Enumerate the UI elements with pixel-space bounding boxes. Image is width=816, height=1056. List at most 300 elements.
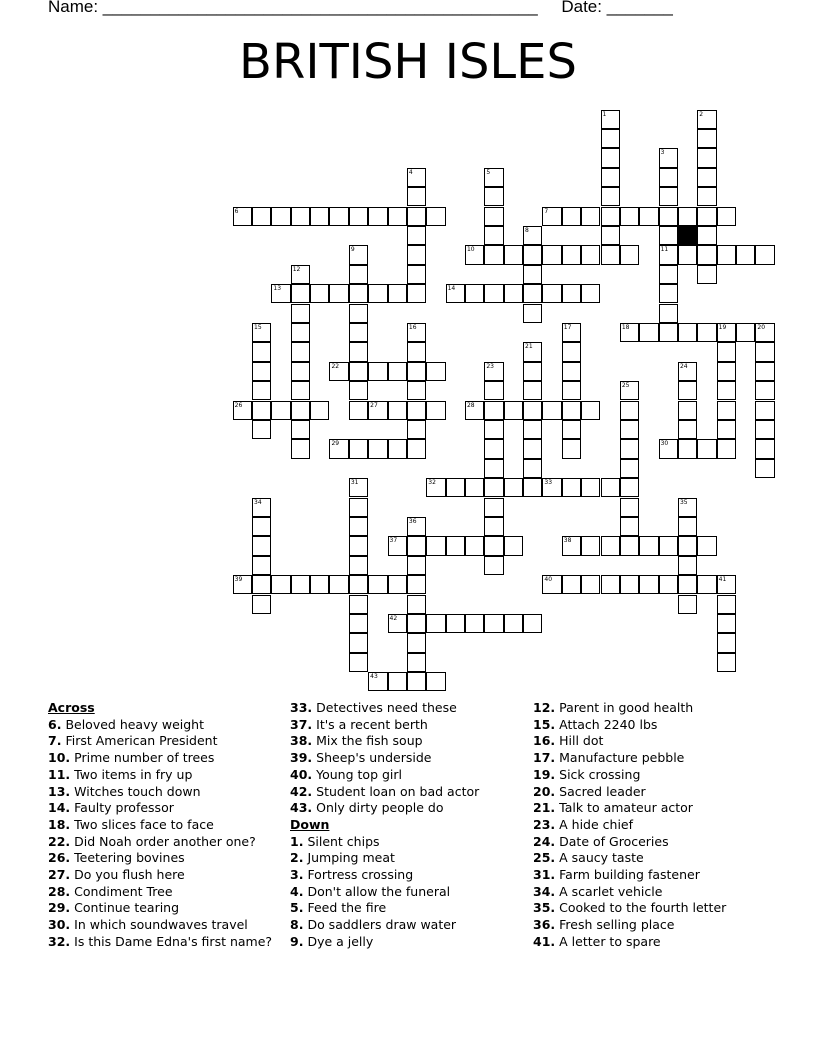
grid-cell[interactable] (601, 575, 620, 594)
grid-cell[interactable] (717, 362, 736, 381)
grid-cell[interactable] (407, 187, 426, 206)
grid-cell[interactable] (484, 381, 503, 400)
grid-cell[interactable] (504, 478, 523, 497)
name-field-label[interactable]: Name: ______________________________________________ (48, 0, 538, 16)
grid-cell[interactable] (484, 614, 503, 633)
grid-cell[interactable] (659, 207, 678, 226)
grid-cell[interactable] (581, 284, 600, 303)
grid-cell[interactable] (388, 672, 407, 691)
grid-cell[interactable] (717, 633, 736, 652)
grid-cell[interactable] (484, 401, 503, 420)
grid-cell[interactable] (562, 284, 581, 303)
grid-cell[interactable] (697, 575, 716, 594)
grid-cell[interactable] (252, 420, 271, 439)
clue-number: 26. (48, 850, 71, 866)
grid-cell[interactable] (465, 536, 484, 555)
grid-cell[interactable] (601, 129, 620, 148)
grid-cell[interactable] (620, 575, 639, 594)
grid-cell[interactable] (484, 168, 503, 187)
grid-cell[interactable] (426, 362, 445, 381)
grid-cell[interactable] (581, 245, 600, 264)
grid-cell[interactable] (562, 342, 581, 361)
grid-cell[interactable] (349, 342, 368, 361)
grid-cell[interactable] (465, 284, 484, 303)
grid-cell[interactable] (659, 439, 678, 458)
cell-number: 31 (350, 479, 359, 487)
grid-cell[interactable] (523, 284, 542, 303)
grid-cell[interactable] (407, 420, 426, 439)
grid-cell[interactable] (252, 517, 271, 536)
grid-cell[interactable] (620, 381, 639, 400)
grid-cell[interactable] (620, 245, 639, 264)
grid-cell[interactable] (717, 381, 736, 400)
grid-cell[interactable] (717, 245, 736, 264)
grid-cell[interactable] (659, 536, 678, 555)
grid-cell[interactable] (368, 575, 387, 594)
grid-cell[interactable] (465, 478, 484, 497)
grid-cell[interactable] (233, 401, 252, 420)
grid-cell[interactable] (291, 420, 310, 439)
grid-cell[interactable] (659, 226, 678, 245)
grid-cell[interactable] (465, 614, 484, 633)
grid-cell[interactable] (388, 401, 407, 420)
grid-cell[interactable] (523, 381, 542, 400)
clue-text: Is this Dame Edna's first name? (74, 933, 273, 949)
grid-cell[interactable] (252, 323, 271, 342)
grid-cell[interactable] (523, 401, 542, 420)
grid-cell[interactable] (620, 439, 639, 458)
grid-cell[interactable] (349, 536, 368, 555)
grid-cell[interactable] (349, 556, 368, 575)
grid-cell[interactable] (407, 265, 426, 284)
grid-cell[interactable] (697, 439, 716, 458)
grid-cell[interactable] (717, 439, 736, 458)
grid-cell[interactable] (581, 575, 600, 594)
grid-cell[interactable] (697, 245, 716, 264)
grid-cell[interactable] (562, 536, 581, 555)
grid-cell[interactable] (523, 245, 542, 264)
grid-cell[interactable] (407, 381, 426, 400)
grid-cell[interactable] (349, 401, 368, 420)
grid-cell[interactable] (755, 439, 774, 458)
grid-cell[interactable] (601, 245, 620, 264)
clue-text: Manufacture pebble (559, 750, 685, 766)
grid-cell[interactable] (581, 401, 600, 420)
grid-cell[interactable] (542, 245, 561, 264)
grid-cell[interactable] (368, 284, 387, 303)
grid-cell[interactable] (407, 168, 426, 187)
grid-cell[interactable] (426, 401, 445, 420)
grid-cell[interactable] (484, 245, 503, 264)
grid-cell[interactable] (659, 304, 678, 323)
grid-cell[interactable] (581, 207, 600, 226)
grid-cell[interactable] (484, 284, 503, 303)
grid-cell[interactable] (484, 362, 503, 381)
grid-cell[interactable] (755, 381, 774, 400)
grid-cell[interactable] (349, 304, 368, 323)
grid-cell[interactable] (291, 265, 310, 284)
grid-cell[interactable] (504, 614, 523, 633)
grid-cell[interactable] (329, 575, 348, 594)
grid-cell[interactable] (252, 595, 271, 614)
grid-cell[interactable] (562, 439, 581, 458)
grid-cell[interactable] (407, 323, 426, 342)
grid-cell[interactable] (446, 614, 465, 633)
grid-cell[interactable] (542, 575, 561, 594)
grid-cell[interactable] (601, 168, 620, 187)
grid-cell[interactable] (659, 245, 678, 264)
grid-cell[interactable] (446, 478, 465, 497)
grid-cell[interactable] (271, 401, 290, 420)
grid-cell[interactable] (349, 207, 368, 226)
grid-cell[interactable] (446, 536, 465, 555)
grid-cell[interactable] (426, 614, 445, 633)
grid-cell[interactable] (620, 459, 639, 478)
grid-cell[interactable] (620, 420, 639, 439)
grid-cell[interactable] (755, 362, 774, 381)
grid-cell[interactable] (523, 226, 542, 245)
grid-cell[interactable] (504, 401, 523, 420)
grid-cell[interactable] (697, 187, 716, 206)
grid-cell[interactable] (407, 517, 426, 536)
grid-cell[interactable] (678, 245, 697, 264)
grid-cell[interactable] (465, 401, 484, 420)
grid-cell[interactable] (426, 478, 445, 497)
grid-cell[interactable] (620, 498, 639, 517)
grid-cell[interactable] (329, 362, 348, 381)
grid-cell[interactable] (329, 439, 348, 458)
grid-cell[interactable] (523, 459, 542, 478)
grid-cell[interactable] (678, 381, 697, 400)
grid-cell[interactable] (407, 614, 426, 633)
grid-cell[interactable] (368, 207, 387, 226)
grid-cell[interactable] (407, 633, 426, 652)
grid-cell[interactable] (252, 536, 271, 555)
clue-item (533, 917, 726, 934)
grid-cell[interactable] (252, 207, 271, 226)
grid-cell[interactable] (329, 207, 348, 226)
cell-number: 24 (679, 362, 688, 370)
grid-cell[interactable] (601, 536, 620, 555)
grid-cell[interactable] (252, 401, 271, 420)
grid-cell[interactable] (388, 284, 407, 303)
grid-cell[interactable] (755, 342, 774, 361)
grid-cell[interactable] (523, 439, 542, 458)
grid-cell[interactable] (562, 401, 581, 420)
grid-cell[interactable] (484, 459, 503, 478)
grid-cell[interactable] (388, 536, 407, 555)
grid-cell[interactable] (562, 478, 581, 497)
clue-item (48, 900, 272, 917)
grid-cell[interactable] (601, 148, 620, 167)
grid-cell[interactable] (291, 284, 310, 303)
grid-cell[interactable] (484, 187, 503, 206)
grid-cell[interactable] (581, 478, 600, 497)
grid-cell[interactable] (717, 614, 736, 633)
grid-cell[interactable] (562, 362, 581, 381)
clue-text: A scarlet vehicle (559, 883, 663, 899)
grid-cell[interactable] (620, 323, 639, 342)
grid-cell[interactable] (601, 226, 620, 245)
grid-cell[interactable] (755, 459, 774, 478)
clue-text: Silent chips (307, 833, 380, 849)
grid-cell[interactable] (601, 110, 620, 129)
grid-cell[interactable] (542, 284, 561, 303)
grid-cell[interactable] (407, 439, 426, 458)
grid-cell[interactable] (465, 245, 484, 264)
clue-item (48, 884, 272, 901)
grid-cell[interactable] (349, 381, 368, 400)
clue-text: Sheep's underside (316, 750, 432, 766)
grid-cell[interactable] (542, 401, 561, 420)
grid-cell[interactable] (291, 401, 310, 420)
grid-cell[interactable] (697, 536, 716, 555)
grid-cell[interactable] (659, 265, 678, 284)
grid-cell[interactable] (291, 207, 310, 226)
grid-cell[interactable] (717, 653, 736, 672)
grid-cell[interactable] (697, 110, 716, 129)
grid-cell[interactable] (678, 536, 697, 555)
grid-cell[interactable] (484, 517, 503, 536)
grid-cell[interactable] (523, 614, 542, 633)
grid-cell[interactable] (407, 536, 426, 555)
grid-cell[interactable] (349, 362, 368, 381)
grid-cell[interactable] (639, 323, 658, 342)
grid-cell[interactable] (407, 556, 426, 575)
grid-cell[interactable] (620, 517, 639, 536)
grid-cell[interactable] (717, 595, 736, 614)
grid-cell[interactable] (601, 187, 620, 206)
grid-cell[interactable] (523, 362, 542, 381)
grid-cell[interactable] (407, 595, 426, 614)
grid-cell[interactable] (484, 207, 503, 226)
cell-number: 2 (699, 110, 704, 118)
grid-cell[interactable] (484, 478, 503, 497)
grid-cell[interactable] (291, 575, 310, 594)
grid-cell[interactable] (717, 420, 736, 439)
grid-cell[interactable] (426, 536, 445, 555)
grid-cell[interactable] (504, 284, 523, 303)
grid-cell[interactable] (678, 439, 697, 458)
grid-cell[interactable] (755, 420, 774, 439)
grid-cell[interactable] (639, 207, 658, 226)
grid-cell[interactable] (484, 226, 503, 245)
clue-text: It's a recent berth (316, 716, 428, 732)
grid-cell[interactable] (717, 401, 736, 420)
grid-cell[interactable] (523, 420, 542, 439)
grid-cell[interactable] (291, 304, 310, 323)
grid-cell[interactable] (736, 245, 755, 264)
grid-cell[interactable] (310, 284, 329, 303)
grid-cell[interactable] (252, 342, 271, 361)
grid-cell[interactable] (349, 595, 368, 614)
clue-item (48, 867, 272, 884)
grid-cell[interactable] (562, 245, 581, 264)
grid-cell[interactable] (407, 284, 426, 303)
grid-cell[interactable] (484, 498, 503, 517)
grid-cell[interactable] (388, 439, 407, 458)
grid-cell[interactable] (755, 323, 774, 342)
grid-cell[interactable] (368, 672, 387, 691)
grid-cell[interactable] (562, 323, 581, 342)
grid-cell[interactable] (349, 633, 368, 652)
grid-cell[interactable] (523, 265, 542, 284)
grid-cell[interactable] (639, 536, 658, 555)
grid-cell[interactable] (659, 187, 678, 206)
grid-cell[interactable] (484, 556, 503, 575)
grid-cell[interactable] (329, 284, 348, 303)
grid-cell[interactable] (659, 284, 678, 303)
grid-cell[interactable] (678, 498, 697, 517)
grid-cell[interactable] (562, 420, 581, 439)
grid-cell[interactable] (620, 207, 639, 226)
grid-cell[interactable] (697, 148, 716, 167)
grid-cell[interactable] (542, 207, 561, 226)
grid-cell[interactable] (678, 323, 697, 342)
grid-cell[interactable] (659, 575, 678, 594)
grid-cell[interactable] (271, 575, 290, 594)
grid-cell[interactable] (407, 226, 426, 245)
grid-cell[interactable] (233, 575, 252, 594)
grid-cell[interactable] (310, 207, 329, 226)
grid-cell[interactable] (678, 595, 697, 614)
date-field-label[interactable]: Date: _______ (561, 0, 673, 16)
grid-cell[interactable] (659, 323, 678, 342)
grid-cell[interactable] (388, 362, 407, 381)
grid-cell[interactable] (233, 207, 252, 226)
clue-number: 25. (533, 850, 556, 866)
grid-cell[interactable] (717, 575, 736, 594)
grid-cell[interactable] (291, 439, 310, 458)
grid-cell[interactable] (349, 517, 368, 536)
grid-cell[interactable] (291, 342, 310, 361)
grid-cell[interactable] (446, 284, 465, 303)
grid-cell[interactable] (697, 226, 716, 245)
grid-cell[interactable] (349, 245, 368, 264)
grid-cell[interactable] (620, 478, 639, 497)
grid-cell[interactable] (678, 517, 697, 536)
grid-cell[interactable] (349, 653, 368, 672)
clue-item (290, 917, 479, 934)
grid-cell[interactable] (252, 556, 271, 575)
grid-cell[interactable] (407, 401, 426, 420)
grid-cell[interactable] (407, 672, 426, 691)
grid-cell[interactable] (407, 575, 426, 594)
clue-text: Faulty professor (74, 800, 174, 816)
clue-text: Fresh selling place (559, 917, 675, 933)
grid-cell[interactable] (291, 381, 310, 400)
grid-cell[interactable] (562, 575, 581, 594)
grid-cell[interactable] (368, 362, 387, 381)
grid-cell[interactable] (697, 168, 716, 187)
grid-cell[interactable] (291, 362, 310, 381)
grid-cell[interactable] (252, 498, 271, 517)
grid-cell[interactable] (581, 536, 600, 555)
grid-cell[interactable] (407, 342, 426, 361)
clue-text: Date of Groceries (559, 833, 669, 849)
grid-cell[interactable] (349, 265, 368, 284)
grid-cell[interactable] (407, 362, 426, 381)
grid-cell[interactable] (717, 323, 736, 342)
grid-cell[interactable] (484, 420, 503, 439)
grid-cell[interactable] (717, 207, 736, 226)
grid-cell[interactable] (407, 207, 426, 226)
grid-cell[interactable] (755, 245, 774, 264)
grid-cell[interactable] (349, 614, 368, 633)
grid-cell[interactable] (562, 381, 581, 400)
grid-cell[interactable] (407, 653, 426, 672)
grid-cell[interactable] (678, 207, 697, 226)
grid-cell[interactable] (349, 498, 368, 517)
grid-cell[interactable] (504, 245, 523, 264)
grid-cell[interactable] (388, 614, 407, 633)
grid-cell[interactable] (678, 401, 697, 420)
grid-cell[interactable] (601, 478, 620, 497)
grid-cell[interactable] (310, 401, 329, 420)
grid-cell[interactable] (755, 401, 774, 420)
grid-cell[interactable] (407, 245, 426, 264)
grid-cell[interactable] (620, 401, 639, 420)
grid-cell[interactable] (523, 304, 542, 323)
grid-cell[interactable] (639, 575, 658, 594)
grid-cell[interactable] (717, 342, 736, 361)
clue-number: 11. (48, 766, 71, 782)
grid-cell[interactable] (736, 323, 755, 342)
grid-cell[interactable] (368, 439, 387, 458)
grid-cell[interactable] (601, 207, 620, 226)
grid-cell[interactable] (697, 129, 716, 148)
grid-cell[interactable] (484, 536, 503, 555)
grid-cell[interactable] (349, 439, 368, 458)
grid-cell[interactable] (426, 207, 445, 226)
grid-cell[interactable] (659, 168, 678, 187)
grid-cell[interactable] (252, 575, 271, 594)
grid-cell[interactable] (697, 323, 716, 342)
grid-cell[interactable] (542, 478, 561, 497)
grid-cell[interactable] (697, 265, 716, 284)
grid-cell[interactable] (349, 284, 368, 303)
grid-cell[interactable] (349, 575, 368, 594)
grid-cell[interactable] (484, 439, 503, 458)
grid-cell[interactable] (426, 672, 445, 691)
grid-cell[interactable] (562, 207, 581, 226)
grid-cell[interactable] (697, 207, 716, 226)
grid-cell[interactable] (388, 207, 407, 226)
grid-cell[interactable] (678, 362, 697, 381)
grid-cell[interactable] (271, 284, 290, 303)
grid-cell[interactable] (678, 420, 697, 439)
grid-cell[interactable] (678, 556, 697, 575)
grid-cell[interactable] (523, 342, 542, 361)
clue-item (290, 733, 479, 750)
grid-cell[interactable] (349, 478, 368, 497)
grid-cell[interactable] (620, 536, 639, 555)
grid-cell[interactable] (504, 536, 523, 555)
grid-cell[interactable] (523, 478, 542, 497)
grid-cell[interactable] (659, 148, 678, 167)
grid-cell[interactable] (310, 575, 329, 594)
grid-cell[interactable] (368, 401, 387, 420)
grid-cell[interactable] (271, 207, 290, 226)
grid-cell[interactable] (349, 323, 368, 342)
grid-cell[interactable] (291, 323, 310, 342)
clue-item (48, 800, 272, 817)
grid-cell[interactable] (388, 575, 407, 594)
clue-item (533, 700, 726, 717)
grid-cell[interactable] (678, 575, 697, 594)
grid-cell[interactable] (252, 381, 271, 400)
grid-cell[interactable] (252, 362, 271, 381)
